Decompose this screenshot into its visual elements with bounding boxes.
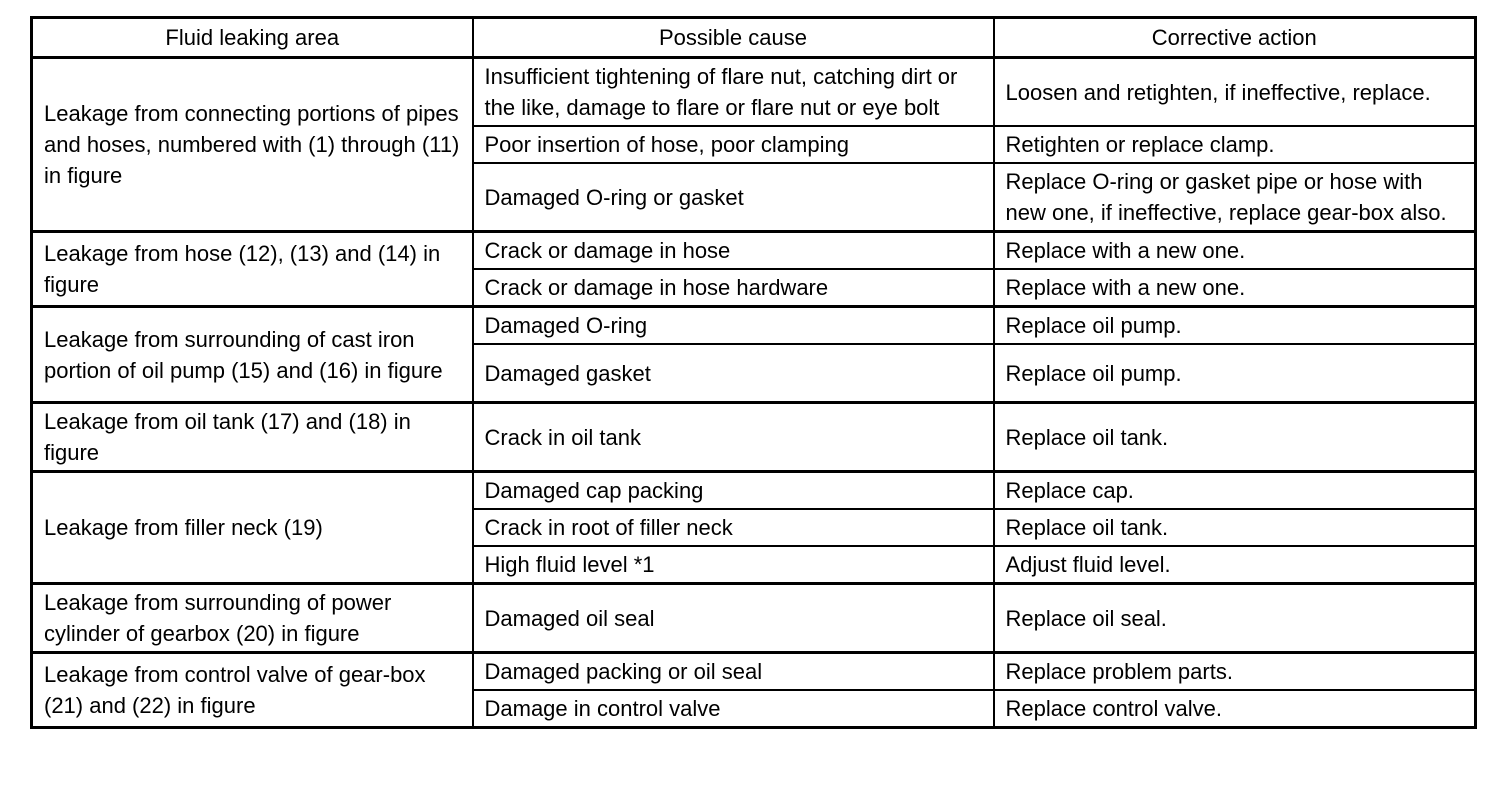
table-row: [32, 403, 1476, 472]
header-row: [32, 18, 1476, 58]
area-cell: Leakage from oil tank (17) and (18) in figure: [32, 403, 473, 472]
area-cell: Leakage from surrounding of cast iron portion of oil pump (15) and (16) in figure: [32, 307, 473, 403]
fluid-leak-table: [30, 16, 1477, 729]
cause-cell: Damaged O-ring: [473, 307, 994, 345]
table-row: [32, 653, 1476, 691]
table-row: [32, 58, 1476, 127]
action-cell: Replace problem parts.: [994, 653, 1476, 691]
action-cell: Replace oil tank.: [994, 509, 1476, 546]
table-row: [32, 232, 1476, 270]
action-cell: Replace oil seal.: [994, 584, 1476, 653]
cause-cell: Damaged gasket: [473, 344, 994, 403]
action-cell: Replace with a new one.: [994, 232, 1476, 270]
table-row: [32, 307, 1476, 345]
action-cell: Replace oil pump.: [994, 307, 1476, 345]
action-cell: Replace cap.: [994, 472, 1476, 510]
cause-cell: Damaged oil seal: [473, 584, 994, 653]
cause-cell: Damage in control valve: [473, 690, 994, 728]
cause-cell: Crack in root of filler neck: [473, 509, 994, 546]
action-cell: Retighten or replace clamp.: [994, 126, 1476, 163]
cause-cell: Crack in oil tank: [473, 403, 994, 472]
cause-cell: Insufficient tightening of flare nut, catching dirt or the like, damage to flare or flare nut or eye bolt: [473, 58, 994, 127]
cause-cell: Crack or damage in hose hardware: [473, 269, 994, 307]
area-cell: Leakage from connecting portions of pipes and hoses, numbered with (1) through (11) in figure: [32, 58, 473, 232]
header-corrective-action: Corrective action: [994, 18, 1476, 58]
action-cell: Adjust fluid level.: [994, 546, 1476, 584]
cause-cell: Damaged packing or oil seal: [473, 653, 994, 691]
action-cell: Replace oil tank.: [994, 403, 1476, 472]
cause-cell: Damaged O-ring or gasket: [473, 163, 994, 232]
header-fluid-leaking-area: Fluid leaking area: [32, 18, 473, 58]
action-cell: Replace control valve.: [994, 690, 1476, 728]
table-row: [32, 472, 1476, 510]
action-cell: Loosen and retighten, if ineffective, replace.: [994, 58, 1476, 127]
header-possible-cause: Possible cause: [473, 18, 994, 58]
area-cell: Leakage from hose (12), (13) and (14) in figure: [32, 232, 473, 307]
area-cell: Leakage from surrounding of power cylinder of gearbox (20) in figure: [32, 584, 473, 653]
cause-cell: Poor insertion of hose, poor clamping: [473, 126, 994, 163]
action-cell: Replace with a new one.: [994, 269, 1476, 307]
cause-cell: Crack or damage in hose: [473, 232, 994, 270]
table-row: [32, 584, 1476, 653]
area-cell: Leakage from filler neck (19): [32, 472, 473, 584]
cause-cell: High fluid level *1: [473, 546, 994, 584]
area-cell: Leakage from control valve of gear-box (21) and (22) in figure: [32, 653, 473, 728]
action-cell: Replace O-ring or gasket pipe or hose with new one, if ineffective, replace gear-box also.: [994, 163, 1476, 232]
action-cell: Replace oil pump.: [994, 344, 1476, 403]
cause-cell: Damaged cap packing: [473, 472, 994, 510]
